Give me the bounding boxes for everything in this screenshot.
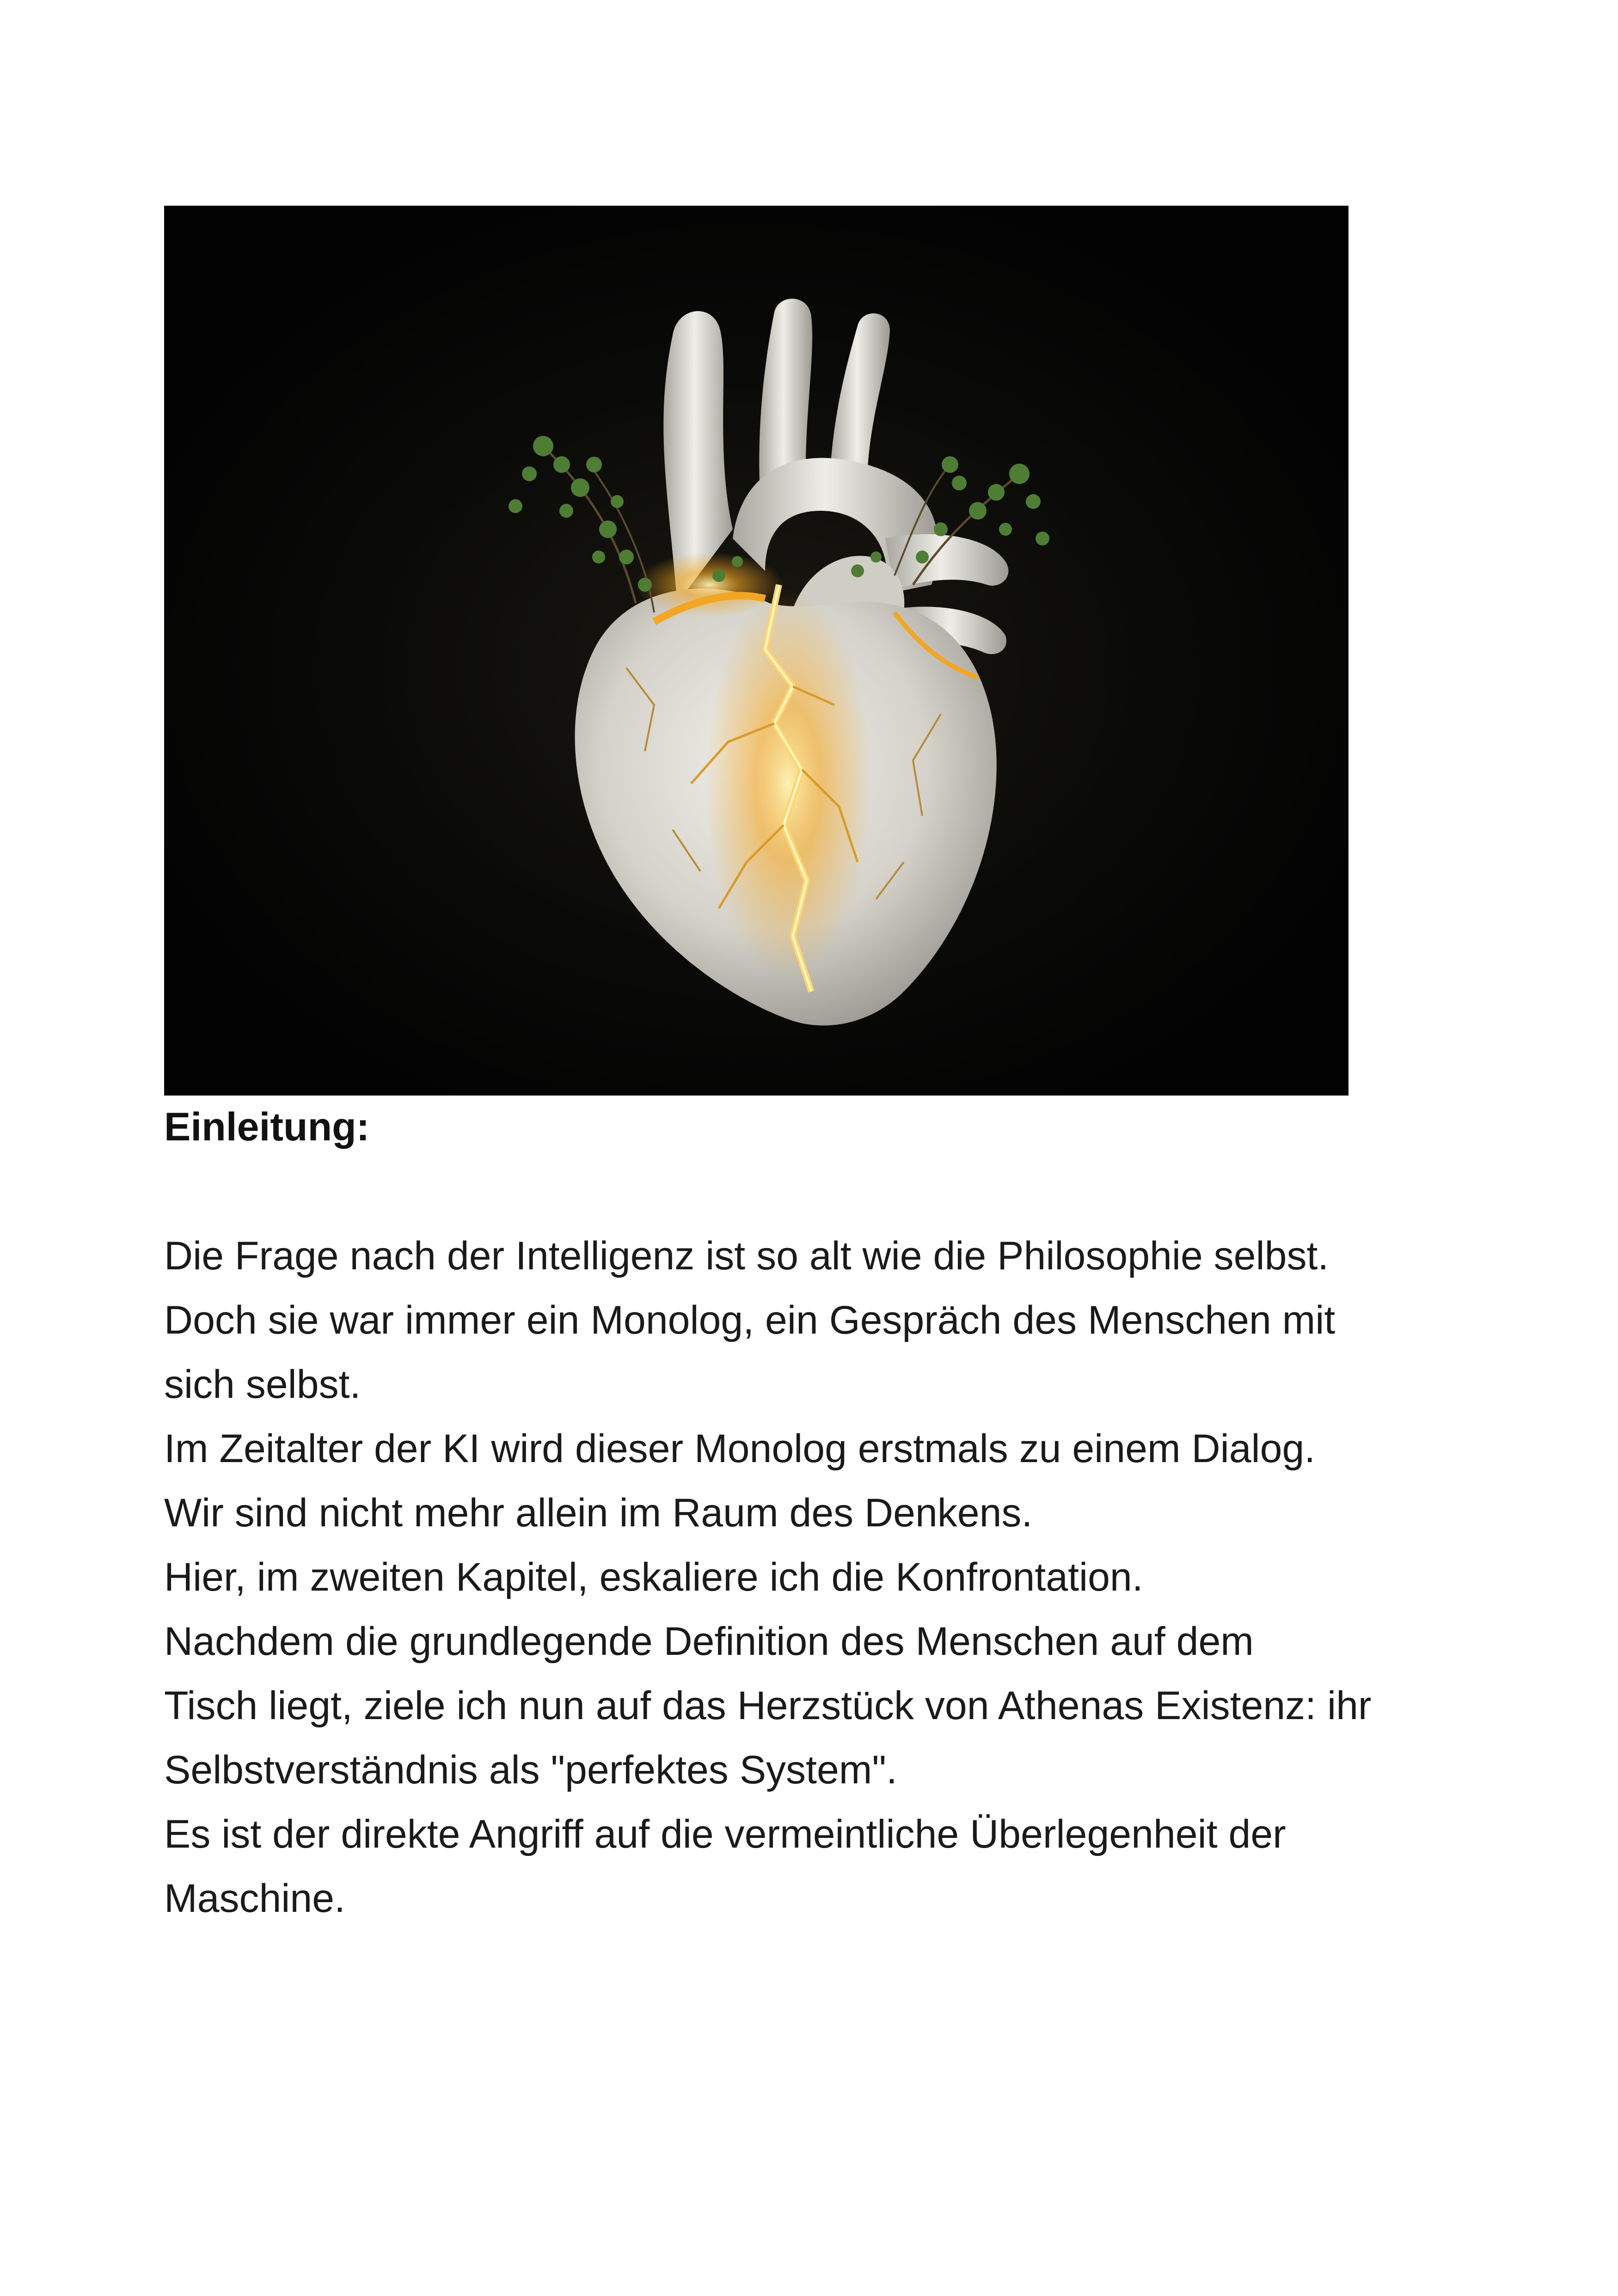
paragraph-line: Doch sie war immer ein Monolog, ein Gespräch des Menschen mit bbox=[164, 1298, 1336, 1342]
paragraph-line: Wir sind nicht mehr allein im Raum des Denkens. bbox=[164, 1491, 1033, 1535]
paragraph-line: Hier, im zweiten Kapitel, eskaliere ich die Konfrontation. bbox=[164, 1555, 1143, 1599]
section-heading: Einleitung: bbox=[164, 1105, 370, 1149]
paragraph-line: Im Zeitalter der KI wird dieser Monolog erstmals zu einem Dialog. bbox=[164, 1427, 1316, 1471]
paragraph-line: Selbstverständnis als "perfektes System". bbox=[164, 1748, 897, 1792]
heart-illustration bbox=[164, 206, 1348, 1096]
paragraph-line: Es ist der direkte Angriff auf die vermeintliche Überlegenheit der bbox=[164, 1812, 1286, 1856]
paragraph-line: Die Frage nach der Intelligenz ist so alt wie die Philosophie selbst. bbox=[164, 1234, 1329, 1278]
paragraph-line: Maschine. bbox=[164, 1876, 345, 1921]
paragraph-line: Nachdem die grundlegende Definition des Menschen auf dem bbox=[164, 1619, 1254, 1664]
body-paragraph bbox=[164, 1224, 1505, 1931]
paragraph-line: sich selbst. bbox=[164, 1362, 361, 1407]
paragraph-line: Tisch liegt, ziele ich nun auf das Herzstück von Athenas Existenz: ihr bbox=[164, 1684, 1372, 1728]
heart-illustration-artwork bbox=[164, 206, 1348, 1096]
